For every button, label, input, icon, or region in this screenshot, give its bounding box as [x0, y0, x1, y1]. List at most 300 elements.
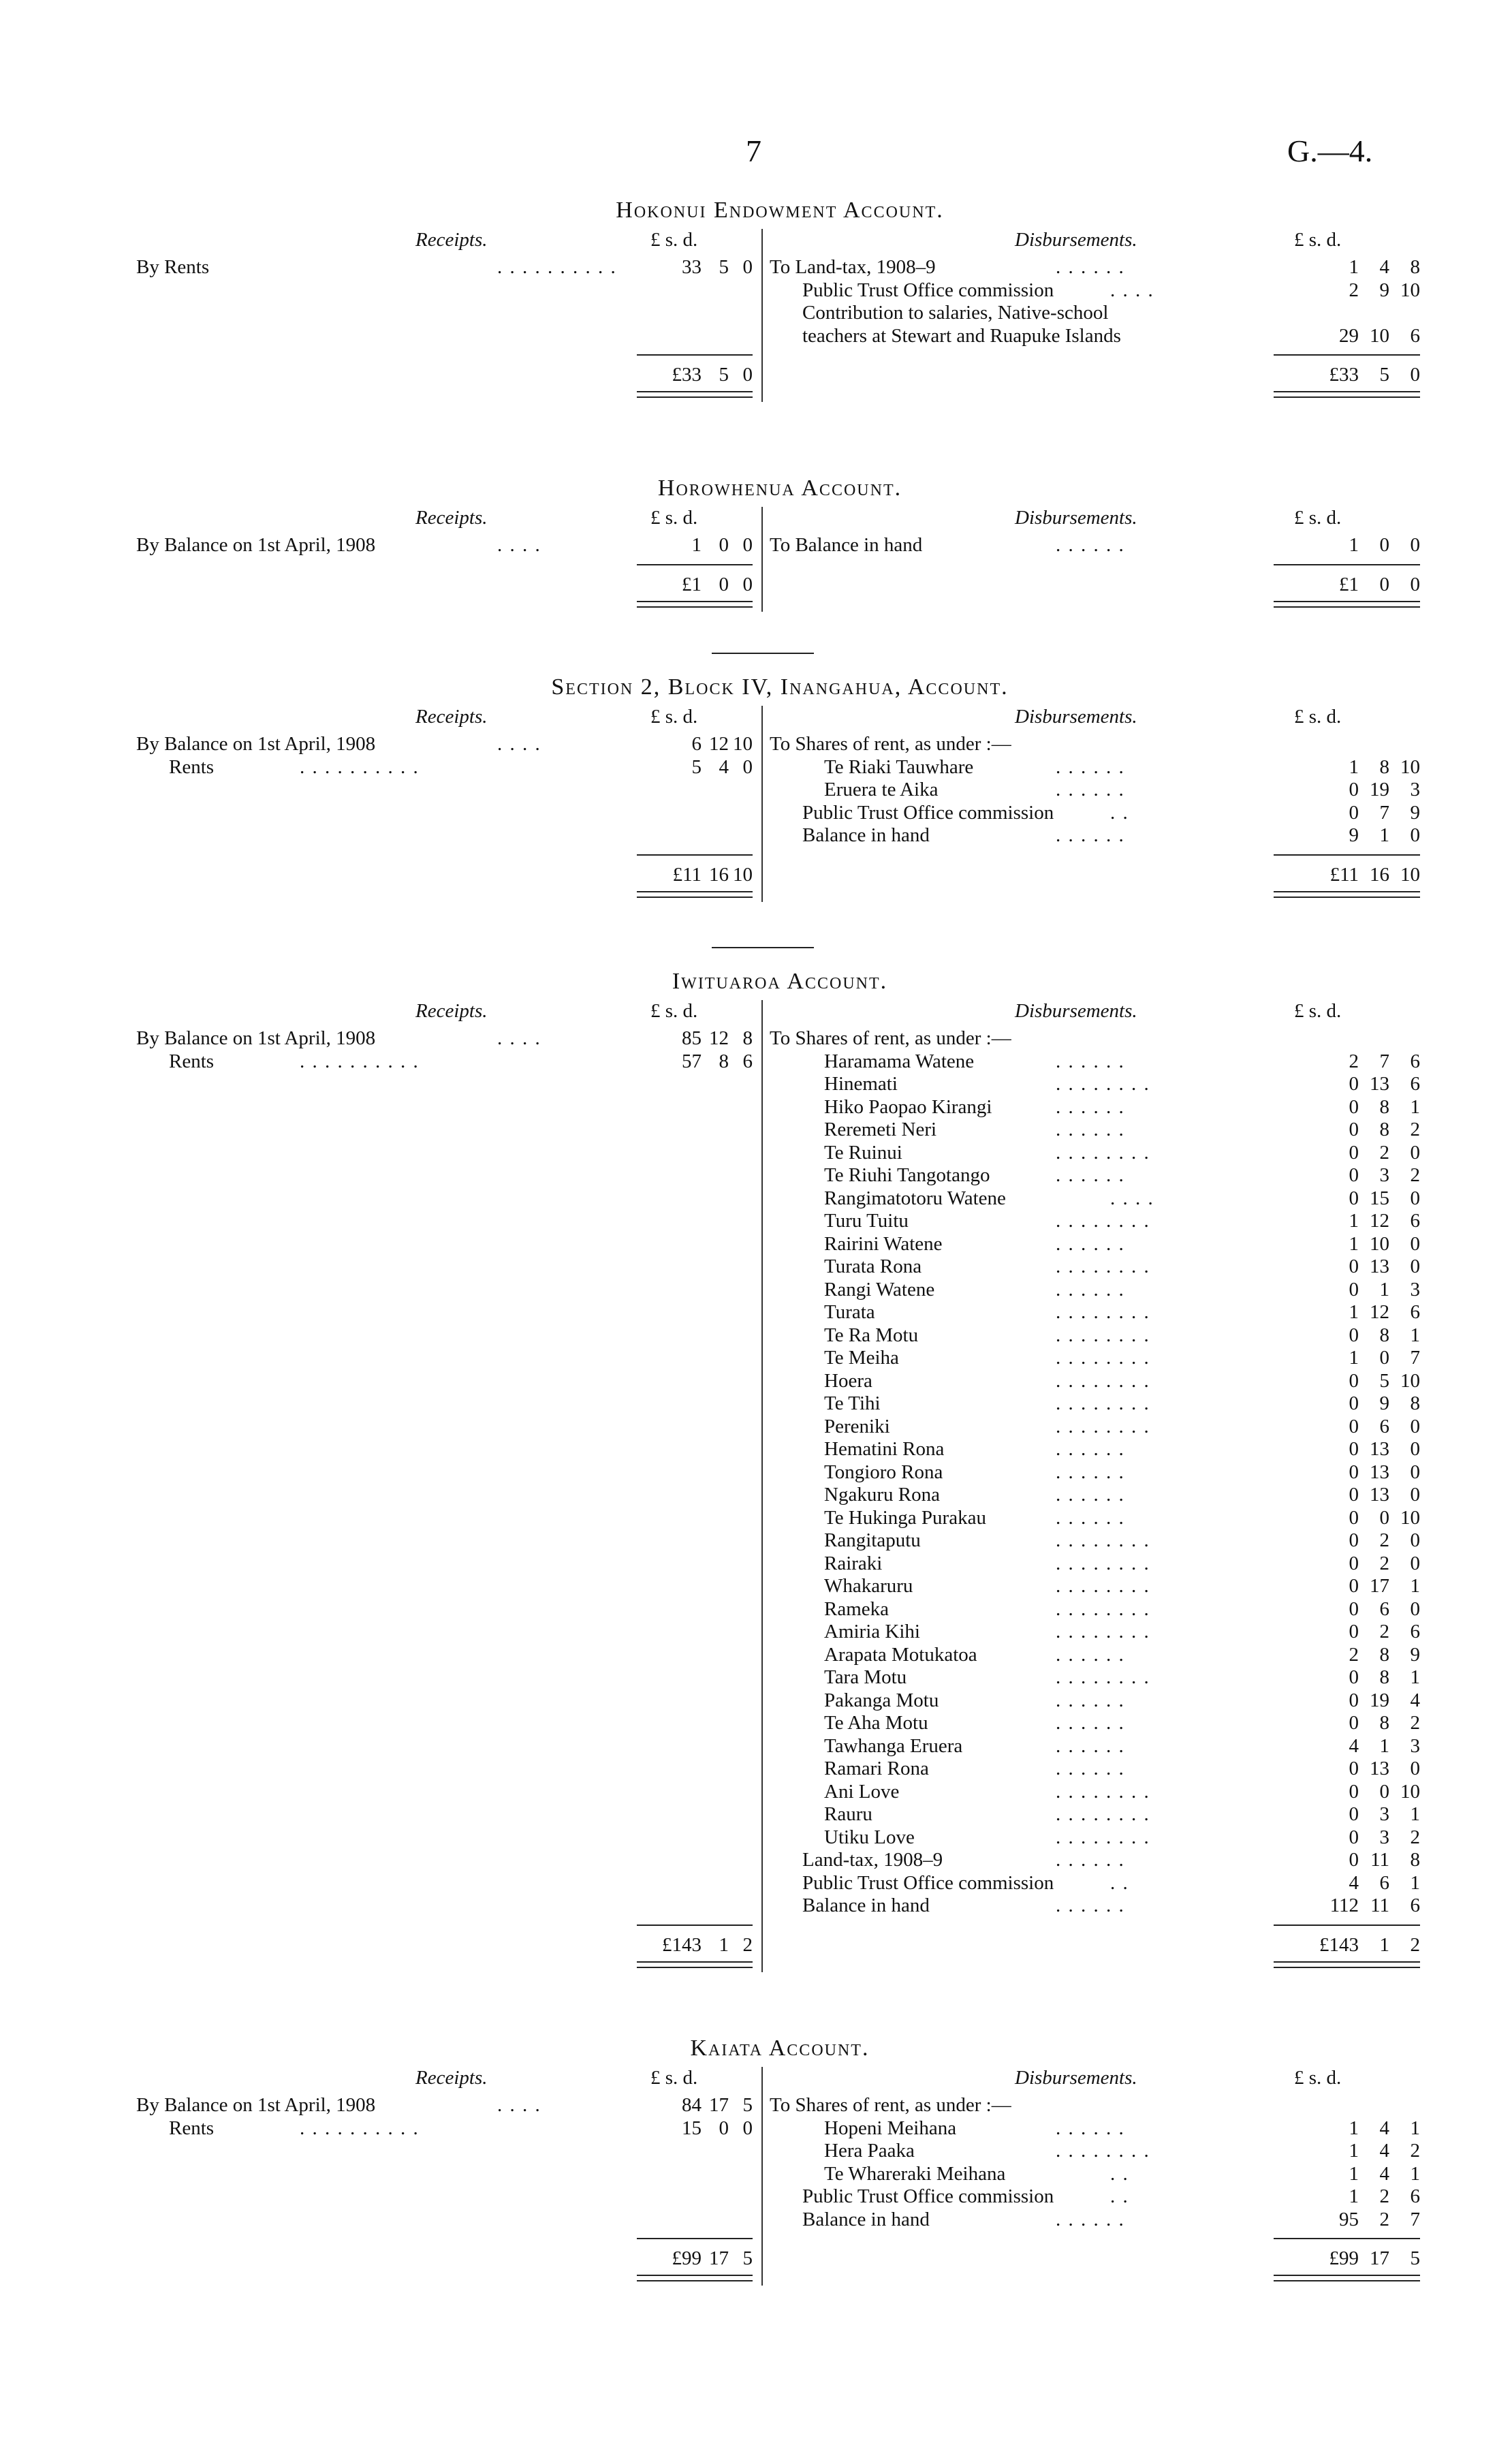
receipts-column	[136, 256, 756, 279]
receipt-pounds: 84	[682, 2094, 702, 2116]
ledger-body	[136, 256, 1423, 354]
leader-dots: . . . . . .	[1056, 2208, 1125, 2230]
disbursement-shillings: 8	[1379, 1324, 1389, 1346]
disbursement-row	[770, 1461, 1423, 1484]
disbursement-shillings: 8	[1379, 1095, 1389, 1118]
disbursement-label: Eruera te Aika	[824, 779, 939, 800]
leader-dots: . . . . . .	[1056, 1849, 1125, 1871]
disbursement-shillings: 10	[1370, 324, 1389, 347]
disbursement-shillings: 1	[1379, 1734, 1389, 1757]
total-rule	[637, 2238, 753, 2239]
receipt-pounds: 15	[682, 2117, 702, 2139]
disbursement-label: Hinemati	[824, 1073, 898, 1095]
disbursement-row	[770, 1895, 1423, 1918]
disbursement-shillings: 12	[1370, 1301, 1389, 1323]
disbursement-shillings: 4	[1379, 2162, 1389, 2185]
total-disbursements-pence: 2	[1410, 1933, 1420, 1956]
leader-dots: . . . . . .	[1056, 1278, 1125, 1300]
disbursement-row	[770, 2140, 1423, 2163]
total-rule	[637, 354, 753, 356]
disbursement-label: Arapata Motukatoa	[824, 1643, 977, 1666]
receipts-header: Receipts.	[415, 507, 488, 529]
total-double-rule	[1274, 601, 1420, 608]
disbursement-pence: 10	[1400, 755, 1420, 778]
leader-dots: . . . . . . . .	[1056, 1666, 1150, 1688]
leader-dots: . . . . . .	[1056, 256, 1125, 278]
disbursement-row	[770, 1279, 1423, 1302]
disbursement-pounds: 0	[1349, 1095, 1359, 1118]
disbursement-label: Hematini Rona	[824, 1438, 945, 1460]
disbursement-pounds: 0	[1349, 1324, 1359, 1346]
disbursement-label: Hera Paaka	[824, 2140, 915, 2162]
receipt-shillings: 5	[719, 256, 729, 278]
disbursement-label: Te Meiha	[824, 1347, 899, 1369]
disbursement-row	[770, 1233, 1423, 1256]
disbursement-pence: 8	[1410, 1849, 1420, 1871]
disbursement-pounds: 1	[1349, 534, 1359, 556]
disbursement-shillings: 3	[1379, 1164, 1389, 1186]
column-header-row	[136, 2067, 1423, 2094]
leader-dots: . . . . . .	[1056, 1484, 1125, 1506]
disbursement-pounds: 29	[1339, 324, 1359, 347]
disbursement-pounds: 0	[1349, 1415, 1359, 1437]
disbursement-pence: 0	[1410, 1256, 1420, 1277]
leader-dots: . . . . . . . .	[1056, 1415, 1150, 1437]
disbursement-pence: 0	[1410, 1552, 1420, 1574]
receipt-row	[136, 733, 756, 756]
disbursement-row	[770, 1644, 1423, 1667]
leader-dots: . . . . . .	[1056, 1506, 1125, 1529]
disbursement-shillings: 8	[1379, 1643, 1389, 1666]
total-receipts-pence: 5	[742, 2247, 753, 2269]
receipt-label: By Balance on 1st April, 1908	[136, 733, 376, 755]
lsd-header: £ s. d.	[1294, 229, 1342, 251]
disbursement-shillings: 12	[1370, 1210, 1389, 1232]
lsd-header: £ s. d.	[1294, 1000, 1342, 1022]
receipts-header: Receipts.	[415, 1000, 488, 1022]
disbursement-pounds: 0	[1349, 1826, 1359, 1848]
column-header-row	[136, 706, 1423, 733]
lsd-header: £ s. d.	[650, 706, 698, 728]
receipt-pence: 0	[742, 534, 753, 556]
disbursements-header: Disbursements.	[1015, 1000, 1137, 1022]
receipt-pounds: 5	[691, 755, 702, 778]
disbursement-pence: 9	[1410, 801, 1420, 824]
leader-dots: . . . . . . . .	[1056, 1369, 1150, 1392]
disbursement-row	[770, 1416, 1423, 1439]
disbursement-row	[770, 534, 1423, 557]
section-title: Horowhenua Account.	[657, 476, 902, 501]
disbursement-pounds: 0	[1349, 1369, 1359, 1392]
disbursement-pounds: 1	[1349, 2185, 1359, 2207]
leader-dots: . . . . . . . .	[1056, 1803, 1150, 1825]
total-receipts-pence: 0	[742, 573, 753, 595]
ledger-body	[136, 2094, 1423, 2238]
disbursements-column	[770, 256, 1423, 347]
disbursement-label: Public Trust Office commission	[802, 801, 1054, 824]
disbursement-row	[770, 1256, 1423, 1279]
disbursement-pence: 6	[1410, 324, 1420, 347]
disbursement-pence: 2	[1410, 2140, 1420, 2162]
disbursement-label: To Land-tax, 1908–9	[770, 256, 936, 278]
receipts-column	[136, 733, 756, 779]
total-disbursements-pence: 0	[1410, 573, 1420, 595]
disbursement-pounds: 1	[1349, 755, 1359, 778]
disbursement-row	[770, 325, 1423, 348]
total-rule	[1274, 854, 1420, 856]
disbursement-pounds: 0	[1349, 1438, 1359, 1460]
lsd-header: £ s. d.	[1294, 507, 1342, 529]
disbursement-pence: 3	[1410, 1734, 1420, 1757]
receipt-shillings: 0	[719, 2117, 729, 2139]
disbursement-pence: 2	[1410, 1119, 1420, 1140]
receipts-column	[136, 534, 756, 557]
leader-dots: . . . . . . . .	[1056, 1347, 1150, 1369]
disbursement-label: Ramari Rona	[824, 1758, 929, 1779]
disbursement-label: Te Riaki Tauwhare	[824, 755, 974, 778]
disbursements-header: Disbursements.	[1015, 507, 1137, 529]
disbursement-shillings: 2	[1379, 1529, 1389, 1551]
disbursement-pence: 0	[1410, 1438, 1420, 1460]
disbursement-label: Te Riuhi Tangotango	[824, 1164, 990, 1186]
disbursement-label: Pakanga Motu	[824, 1689, 939, 1711]
total-disbursements-pounds: £99	[1329, 2247, 1359, 2269]
disbursement-row	[770, 1826, 1423, 1850]
disbursement-shillings: 6	[1379, 1598, 1389, 1620]
disbursement-label: Te Aha Motu	[824, 1712, 928, 1734]
disbursement-row	[770, 1529, 1423, 1553]
disbursement-shillings: 2	[1379, 2208, 1389, 2230]
disbursement-label: Rairini Watene	[824, 1232, 943, 1255]
disbursement-shillings: 4	[1379, 2117, 1389, 2139]
disbursement-pounds: 112	[1329, 1895, 1359, 1916]
disbursement-label: Pereniki	[824, 1415, 890, 1437]
receipt-row	[136, 256, 756, 279]
section-separator	[712, 947, 814, 948]
lsd-header: £ s. d.	[650, 229, 698, 251]
receipt-label: Rents	[169, 2117, 215, 2139]
disbursement-label: Reremeti Neri	[824, 1119, 937, 1140]
disbursement-shillings: 17	[1370, 1575, 1389, 1597]
disbursement-pence: 4	[1410, 1689, 1420, 1711]
disbursement-label: To Shares of rent, as under :—	[770, 2094, 1011, 2116]
disbursement-row	[770, 1096, 1423, 1119]
disbursement-pence: 7	[1410, 2208, 1420, 2230]
disbursement-shillings: 6	[1379, 1871, 1389, 1894]
disbursement-label: Turata Rona	[824, 1256, 922, 1277]
lsd-header: £ s. d.	[650, 2067, 698, 2089]
disbursement-pence: 7	[1410, 1347, 1420, 1369]
total-disbursements-shillings: 5	[1379, 364, 1389, 386]
disbursement-label: Tara Motu	[824, 1666, 907, 1688]
total-receipts-shillings: 5	[719, 364, 729, 386]
receipt-row	[136, 534, 756, 557]
disbursement-pence: 10	[1400, 1780, 1420, 1803]
disbursement-pence: 3	[1410, 779, 1420, 800]
disbursement-pounds: 1	[1349, 2140, 1359, 2162]
leader-dots: . . . .	[497, 534, 541, 556]
receipt-pounds: 1	[691, 534, 702, 556]
receipt-pence: 0	[742, 755, 753, 778]
disbursement-pence: 1	[1410, 1871, 1420, 1894]
disbursement-row	[770, 256, 1423, 279]
receipt-pounds: 6	[691, 733, 702, 755]
receipt-shillings: 4	[719, 755, 729, 778]
disbursement-label: Hiko Paopao Kirangi	[824, 1095, 992, 1118]
disbursement-label: Hopeni Meihana	[824, 2117, 957, 2139]
disbursement-pounds: 2	[1349, 1643, 1359, 1666]
total-double-rule	[1274, 391, 1420, 398]
section-inangahua	[136, 674, 1423, 895]
total-double-rule	[637, 891, 753, 898]
disbursement-shillings: 6	[1379, 1415, 1389, 1437]
disbursement-shillings: 8	[1379, 1666, 1389, 1688]
disbursement-row	[770, 2185, 1423, 2209]
disbursement-row	[770, 1621, 1423, 1644]
disbursement-pence: 1	[1410, 2117, 1420, 2139]
leader-dots: . . . .	[1110, 279, 1154, 301]
disbursement-row	[770, 1735, 1423, 1758]
total-receipts-pence: 0	[742, 364, 753, 386]
disbursement-row	[770, 779, 1423, 802]
ledger-body	[136, 534, 1423, 564]
page-reference: G.—4.	[1287, 134, 1373, 168]
disbursement-label: Haramama Watene	[824, 1050, 975, 1072]
disbursement-label: Te Hukinga Purakau	[824, 1506, 986, 1529]
disbursement-label: Rangitaputu	[824, 1529, 921, 1551]
disbursement-pence: 0	[1410, 1187, 1420, 1209]
section-kaiata	[136, 2036, 1423, 2279]
section-separator	[712, 653, 814, 654]
disbursement-pounds: 1	[1349, 1301, 1359, 1323]
disbursement-pounds: 1	[1349, 256, 1359, 278]
lsd-header: £ s. d.	[1294, 706, 1342, 728]
totals-row	[136, 1925, 1423, 1965]
disbursement-shillings: 8	[1379, 1712, 1389, 1734]
disbursement-label: Balance in hand	[802, 2208, 930, 2230]
leader-dots: . . . . . . . .	[1056, 1575, 1150, 1597]
total-rule	[1274, 1925, 1420, 1926]
disbursement-row	[770, 302, 1423, 325]
column-header-row	[136, 507, 1423, 534]
disbursement-pence: 10	[1400, 1506, 1420, 1529]
disbursement-row	[770, 1027, 1423, 1050]
disbursement-shillings: 2	[1379, 1552, 1389, 1574]
total-receipts-pounds: £143	[662, 1933, 702, 1956]
disbursement-pounds: 1	[1349, 2117, 1359, 2139]
total-disbursements-pence: 5	[1410, 2247, 1420, 2269]
leader-dots: . . . . . .	[1056, 2117, 1125, 2139]
leader-dots: . . . . . . . .	[1056, 2140, 1150, 2162]
totals-row	[136, 354, 1423, 395]
total-double-rule	[637, 2275, 753, 2281]
disbursement-shillings: 13	[1370, 1073, 1389, 1095]
disbursement-shillings: 0	[1379, 1506, 1389, 1529]
disbursement-label: Contribution to salaries, Native-school	[802, 302, 1109, 324]
total-receipts-shillings: 16	[709, 863, 729, 886]
receipt-row	[136, 1027, 756, 1050]
disbursement-pounds: 0	[1349, 1164, 1359, 1186]
disbursement-pence: 1	[1410, 1666, 1420, 1688]
disbursement-pence: 2	[1410, 1826, 1420, 1848]
disbursement-label: Utiku Love	[824, 1826, 915, 1848]
disbursement-label: Tawhanga Eruera	[824, 1734, 963, 1757]
disbursement-shillings: 0	[1379, 1347, 1389, 1369]
total-double-rule	[1274, 1961, 1420, 1968]
disbursement-pence: 1	[1410, 1575, 1420, 1597]
disbursement-label: teachers at Stewart and Ruapuke Islands	[802, 324, 1121, 347]
disbursement-pounds: 0	[1349, 1278, 1359, 1300]
receipt-row	[136, 2117, 756, 2140]
leader-dots: . . . . . . . .	[1056, 1621, 1150, 1642]
leader-dots: . . . . . .	[1056, 1643, 1125, 1666]
disbursement-shillings: 8	[1379, 1119, 1389, 1140]
receipt-label: Rents	[169, 1050, 215, 1072]
disbursement-pounds: 0	[1349, 1712, 1359, 1734]
disbursement-label: Rangi Watene	[824, 1278, 935, 1300]
disbursement-label: To Shares of rent, as under :—	[770, 733, 1011, 755]
disbursement-pence: 9	[1410, 1643, 1420, 1666]
total-double-rule	[637, 1961, 753, 1968]
section-iwituaroa	[136, 969, 1423, 1965]
disbursement-pence: 0	[1410, 1529, 1420, 1551]
disbursement-row	[770, 1392, 1423, 1416]
disbursements-column	[770, 733, 1423, 847]
disbursement-row	[770, 1210, 1423, 1233]
disbursement-pounds: 0	[1349, 779, 1359, 800]
disbursement-row	[770, 1872, 1423, 1895]
leader-dots: . . . . . .	[1056, 1119, 1125, 1140]
receipt-label: By Balance on 1st April, 1908	[136, 2094, 376, 2116]
disbursement-row	[770, 2163, 1423, 2186]
total-double-rule	[1274, 891, 1420, 898]
ledger-body	[136, 733, 1423, 854]
disbursement-shillings: 13	[1370, 1461, 1389, 1483]
disbursement-label: Tongioro Rona	[824, 1461, 943, 1483]
disbursement-shillings: 9	[1379, 279, 1389, 301]
leader-dots: . . . . . . . . . .	[497, 256, 617, 278]
disbursement-pounds: 0	[1349, 1073, 1359, 1095]
receipt-pence: 0	[742, 2117, 753, 2139]
disbursement-row	[770, 1689, 1423, 1713]
disbursement-shillings: 13	[1370, 1438, 1389, 1460]
disbursement-pence: 6	[1410, 1073, 1420, 1095]
disbursement-pounds: 9	[1349, 824, 1359, 846]
leader-dots: . . . . . . . .	[1056, 1826, 1150, 1848]
totals-row	[136, 564, 1423, 605]
total-disbursements-pounds: £33	[1329, 364, 1359, 386]
disbursement-pounds: 4	[1349, 1871, 1359, 1894]
total-disbursements-shillings: 16	[1370, 863, 1389, 886]
section-hokonui	[136, 198, 1423, 395]
disbursement-row	[770, 1712, 1423, 1735]
disbursement-label: Hoera	[824, 1369, 872, 1392]
disbursement-shillings: 9	[1379, 1392, 1389, 1414]
leader-dots: . .	[1110, 801, 1129, 824]
leader-dots: . . . . . .	[1056, 1095, 1125, 1118]
section-title: Kaiata Account.	[690, 2036, 870, 2061]
disbursement-row	[770, 2094, 1423, 2117]
disbursement-shillings: 5	[1379, 1369, 1389, 1392]
disbursement-pence: 0	[1410, 534, 1420, 556]
disbursement-shillings: 1	[1379, 1278, 1389, 1300]
disbursement-pence: 10	[1400, 1369, 1420, 1392]
disbursement-shillings: 7	[1379, 801, 1389, 824]
disbursement-pounds: 0	[1349, 1256, 1359, 1277]
leader-dots: . . . .	[497, 2094, 541, 2116]
leader-dots: . . . .	[1110, 1187, 1154, 1209]
disbursement-pence: 8	[1410, 256, 1420, 278]
disbursement-label: Turata	[824, 1301, 875, 1323]
disbursement-pence: 6	[1410, 1210, 1420, 1232]
total-receipts-pounds: £11	[672, 863, 702, 886]
disbursement-label: Public Trust Office commission	[802, 2185, 1054, 2207]
leader-dots: . . . . . . . .	[1056, 1301, 1150, 1323]
receipt-shillings: 17	[709, 2094, 729, 2116]
disbursement-pence: 2	[1410, 1712, 1420, 1734]
disbursement-row	[770, 1164, 1423, 1187]
lsd-header: £ s. d.	[650, 1000, 698, 1022]
receipt-pence: 6	[742, 1050, 753, 1072]
disbursement-row	[770, 1347, 1423, 1370]
disbursements-header: Disbursements.	[1015, 2067, 1137, 2089]
disbursement-row	[770, 1324, 1423, 1347]
receipt-row	[136, 2094, 756, 2117]
receipts-column	[136, 1027, 756, 1073]
disbursement-label: Public Trust Office commission	[802, 279, 1054, 301]
disbursement-row	[770, 1187, 1423, 1211]
disbursement-pounds: 0	[1349, 1780, 1359, 1803]
disbursement-pence: 6	[1410, 1621, 1420, 1642]
receipt-label: By Rents	[136, 256, 210, 278]
disbursement-row	[770, 1050, 1423, 1074]
disbursement-row	[770, 1119, 1423, 1142]
disbursement-shillings: 19	[1370, 1689, 1389, 1711]
total-receipts-shillings: 17	[709, 2247, 729, 2269]
leader-dots: . . . .	[497, 733, 541, 755]
disbursement-pence: 6	[1410, 1301, 1420, 1323]
disbursement-pence: 0	[1410, 1232, 1420, 1255]
disbursement-pence: 0	[1410, 1141, 1420, 1164]
section-title: Section 2, Block IV, Inangahua, Account.	[551, 674, 1009, 700]
disbursements-column	[770, 1027, 1423, 1918]
disbursement-shillings: 3	[1379, 1803, 1389, 1825]
disbursement-shillings: 1	[1379, 824, 1389, 846]
total-disbursements-pence: 0	[1410, 364, 1420, 386]
leader-dots: . . . . . .	[1056, 1232, 1125, 1255]
disbursement-shillings: 8	[1379, 755, 1389, 778]
disbursement-pence: 0	[1410, 1598, 1420, 1620]
disbursement-label: To Shares of rent, as under :—	[770, 1027, 1011, 1049]
page-number: 7	[746, 134, 761, 168]
disbursement-pounds: 0	[1349, 1529, 1359, 1551]
leader-dots: . . . . . . . . . .	[300, 2117, 420, 2139]
total-rule	[1274, 564, 1420, 565]
disbursement-label: Ani Love	[824, 1780, 900, 1803]
leader-dots: . . . . . .	[1056, 755, 1125, 778]
leader-dots: . . . . . . . .	[1056, 1392, 1150, 1414]
disbursement-row	[770, 1507, 1423, 1530]
leader-dots: . . . . . . . .	[1056, 1598, 1150, 1620]
lsd-header: £ s. d.	[650, 507, 698, 529]
disbursement-pounds: 95	[1339, 2208, 1359, 2230]
total-receipts-pence: 10	[733, 863, 753, 886]
disbursement-label: To Balance in hand	[770, 534, 923, 556]
disbursement-pounds: 0	[1349, 1506, 1359, 1529]
disbursement-pence: 0	[1410, 1484, 1420, 1506]
disbursement-label: Land-tax, 1908–9	[802, 1849, 943, 1871]
leader-dots: . . . . . .	[1056, 1734, 1125, 1757]
